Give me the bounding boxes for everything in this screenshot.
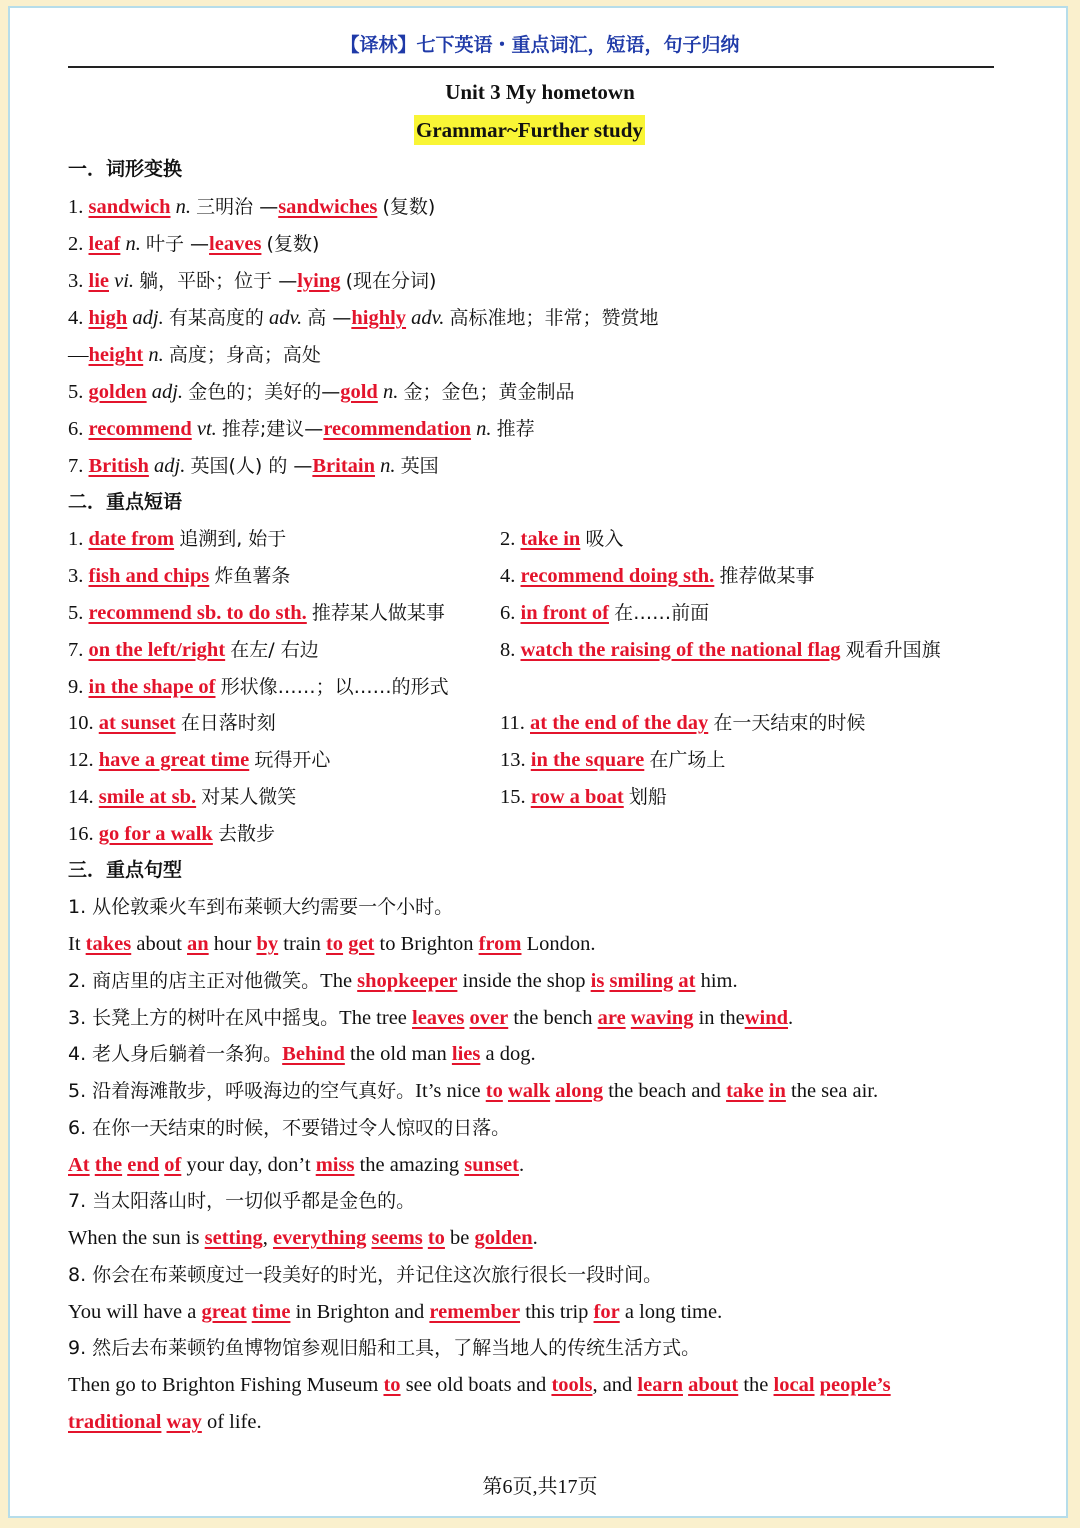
document-header: 【译林】七下英语・重点词汇，短语，句子归纳	[340, 34, 740, 56]
phrase-item: 16. go for a walk 去散步	[68, 823, 275, 845]
word-form-item: 6. recommend vt. 推荐;建议—recommendation n. 推荐	[68, 418, 535, 440]
sentence-chinese: 8. 你会在布莱顿度过一段美好的时光，并记住这次旅行很长一段时间。	[68, 1264, 663, 1286]
sentence-english: You will have a great time in Brighton and remember this trip for a long time.	[68, 1301, 723, 1323]
sentence-pair: 3. 长凳上方的树叶在风中摇曳。The tree leaves over the bench are waving in thewind.	[68, 1007, 794, 1029]
word-form-item: 3. lie vi. 躺，平卧；位于 —lying (现在分词)	[68, 270, 437, 292]
word-form-item: 1. sandwich n. 三明治 —sandwiches (复数)	[68, 196, 436, 218]
phrase-item: 8. watch the raising of the national flag 观看升国旗	[500, 639, 941, 661]
phrase-item: 3. fish and chips 炸鱼薯条	[68, 565, 291, 587]
sentence-pair: 2. 商店里的店主正对他微笑。The shopkeeper inside the shop is smiling at him.	[68, 970, 738, 992]
sentence-chinese: 1. 从伦敦乘火车到布莱顿大约需要一个小时。	[68, 896, 454, 918]
section-title-sentences: 三．重点句型	[68, 859, 183, 881]
sentence-pair: 5. 沿着海滩散步，呼吸海边的空气真好。It’s nice to walk along the beach and take in the sea air.	[68, 1080, 879, 1102]
sentence-pair: 4. 老人身后躺着一条狗。Behind the old man lies a dog.	[68, 1043, 536, 1065]
word-form-item: 5. golden adj. 金色的；美好的—gold n. 金；金色；黄金制品	[68, 381, 575, 403]
phrase-item: 7. on the left/right 在左/ 右边	[68, 639, 319, 661]
sentence-chinese: 9. 然后去布莱顿钓鱼博物馆参观旧船和工具，了解当地人的传统生活方式。	[68, 1337, 701, 1359]
phrase-item: 5. recommend sb. to do sth. 推荐某人做某事	[68, 602, 445, 624]
phrase-item: 9. in the shape of 形状像……；以……的形式	[68, 676, 449, 698]
sentence-english: At the end of your day, don’t miss the amazing sunset.	[68, 1154, 525, 1176]
sentence-english: It takes about an hour by train to get to Brighton from London.	[68, 933, 596, 955]
section-title-phrases: 二．重点短语	[68, 491, 183, 513]
word-form-item-continued: —height n. 高度；身高；高处	[68, 344, 321, 366]
unit-title: Unit 3 My hometown	[445, 80, 635, 104]
section-title-word-forms: 一．词形变换	[68, 158, 183, 180]
header-divider	[68, 66, 994, 68]
word-form-item: 4. high adj. 有某高度的 adv. 高 —highly adv. 高标准地；非常；赞赏地	[68, 307, 659, 329]
phrase-item: 12. have a great time 玩得开心	[68, 749, 331, 771]
page-number: 第6页,共17页	[482, 1476, 598, 1498]
sentence-english: Then go to Brighton Fishing Museum to see old boats and tools, and learn about the local people’s	[68, 1374, 891, 1396]
phrase-item: 6. in front of 在……前面	[500, 602, 710, 624]
phrase-item: 1. date from 追溯到, 始于	[68, 528, 287, 550]
phrase-item: 13. in the square 在广场上	[500, 749, 726, 771]
sentence-english-continued: traditional way of life.	[68, 1411, 262, 1433]
phrase-item: 15. row a boat 划船	[500, 786, 667, 808]
sentence-chinese: 6. 在你一天结束的时候，不要错过令人惊叹的日落。	[68, 1117, 511, 1139]
sentence-chinese: 7. 当太阳落山时，一切似乎都是金色的。	[68, 1190, 416, 1212]
phrase-item: 2. take in 吸入	[500, 528, 624, 550]
phrase-item: 14. smile at sb. 对某人微笑	[68, 786, 297, 808]
grammar-title: Grammar~Further study	[414, 115, 645, 145]
phrase-item: 11. at the end of the day 在一天结束的时候	[500, 712, 866, 734]
word-form-item: 2. leaf n. 叶子 —leaves (复数)	[68, 233, 320, 255]
sentence-english: When the sun is setting, everything seems to be golden.	[68, 1227, 538, 1249]
phrase-item: 10. at sunset 在日落时刻	[68, 712, 276, 734]
word-form-item: 7. British adj. 英国(人) 的 —Britain n. 英国	[68, 455, 439, 477]
phrase-item: 4. recommend doing sth. 推荐做某事	[500, 565, 815, 587]
